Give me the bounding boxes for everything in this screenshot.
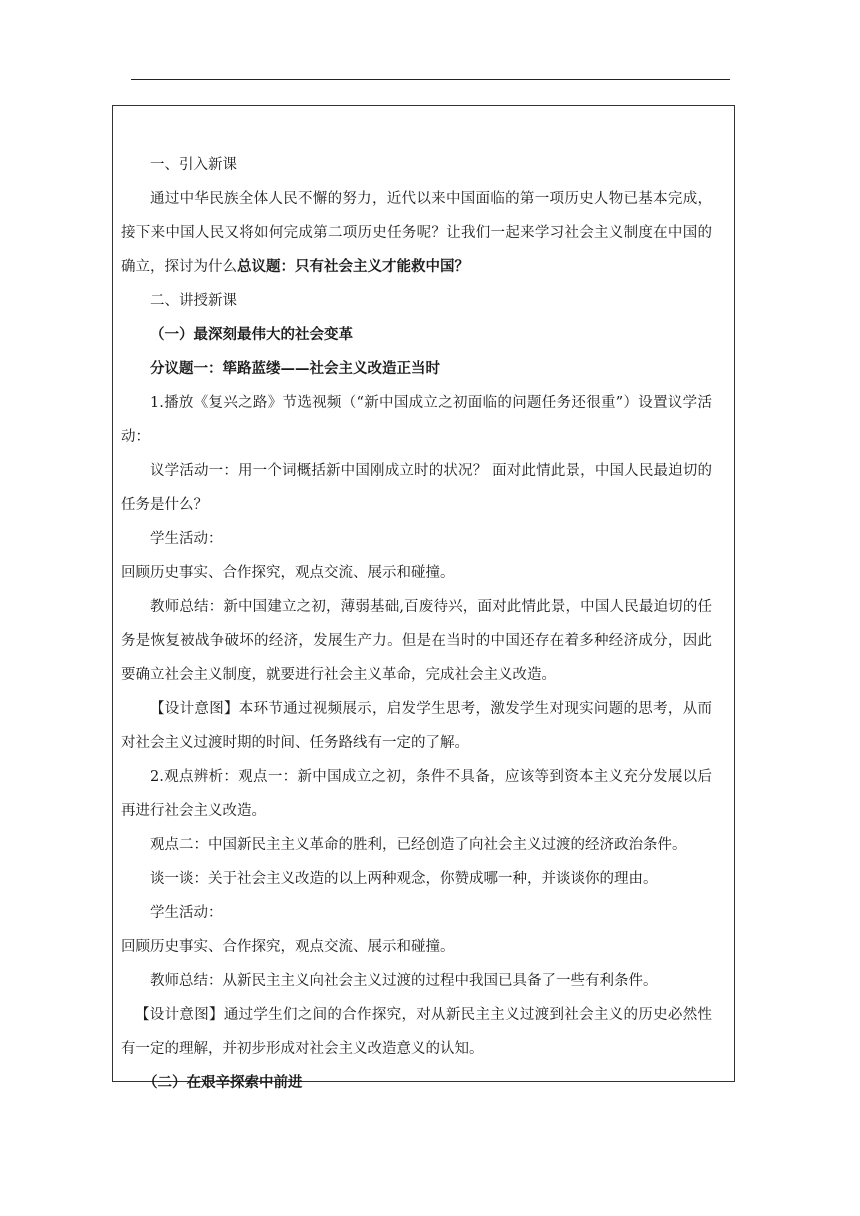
paragraph-design-intent-1: 【设计意图】本环节通过视频展示，启发学生思考，激发学生对现实问题的思考，从而对社会主义过渡时期的时间、任务路线有一定的了解。: [121, 701, 712, 751]
paragraph-student-activity-1: 学生活动：: [150, 531, 223, 547]
header-rule: [131, 79, 730, 80]
paragraph-review-1: 回顾历史事实、合作探究，观点交流、展示和碰撞。: [121, 565, 455, 581]
paragraph-video: 1.播放《复兴之路》节选视频（“新中国成立之初面临的问题任务还很重”）设置议学活动：: [121, 395, 712, 445]
paragraph-intro: [121, 182, 712, 284]
paragraph-intro-text: 通过中华民族全体人民不懈的努力，近代以来中国面临的第一项历史人物已基本完成，接下来中国人民又将如何完成第二项历史任务呢？让我们一起来学习社会主义制度在中国的确立，探讨为什么: [121, 191, 712, 275]
paragraph-student-activity-2: 学生活动：: [150, 905, 223, 921]
paragraph-teacher-summary-2: 教师总结：从新民主主义向社会主义过渡的过程中我国已具备了一些有利条件。: [150, 973, 658, 989]
overall-topic: 总议题：只有社会主义才能救中国？: [237, 258, 469, 275]
content-table-cell: [112, 105, 735, 1091]
paragraph-viewpoint-analysis: 2.观点辨析：观点一：新中国成立之初，条件不具备，应该等到资本主义充分发展以后再进行社会主义改造。: [121, 769, 712, 819]
sub-topic-1: 分议题一：筚路蓝缕——社会主义改造正当时: [150, 360, 440, 377]
document-body: [121, 148, 712, 1100]
subsection-heading-2: （二）在艰辛探索中前进: [143, 1074, 303, 1091]
section-heading-teaching: 二、讲授新课: [150, 293, 237, 309]
paragraph-discussion: 谈一谈：关于社会主义改造的以上两种观念，你赞成哪一种，并谈谈你的理由。: [150, 871, 658, 887]
paragraph-review-2: 回顾历史事实、合作探究，观点交流、展示和碰撞。: [121, 939, 455, 955]
paragraph-viewpoint-2: 观点二：中国新民主主义革命的胜利，已经创造了向社会主义过渡的经济政治条件。: [150, 837, 687, 853]
paragraph-design-intent-2: 【设计意图】通过学生们之间的合作探究，对从新民主主义过渡到社会主义的历史必然性有一定的理解，并初步形成对社会主义改造意义的认知。: [121, 1007, 712, 1057]
paragraph-activity-1: 议学活动一：用一个词概括新中国刚成立时的状况？ 面对此情此景，中国人民最迫切的任务是什么？: [121, 463, 712, 513]
section-heading-intro: 一、引入新课: [150, 157, 237, 173]
paragraph-teacher-summary-1: 教师总结：新中国建立之初，薄弱基础,百废待兴，面对此情此景，中国人民最迫切的任务是恢复被战争破坏的经济，发展生产力。但是在当时的中国还存在着多种经济成分，因此要确立社会主义制度，就要进行社会主义革命，完成社会主义改造。: [121, 599, 712, 683]
subsection-heading-1: （一）最深刻最伟大的社会变革: [150, 326, 353, 343]
